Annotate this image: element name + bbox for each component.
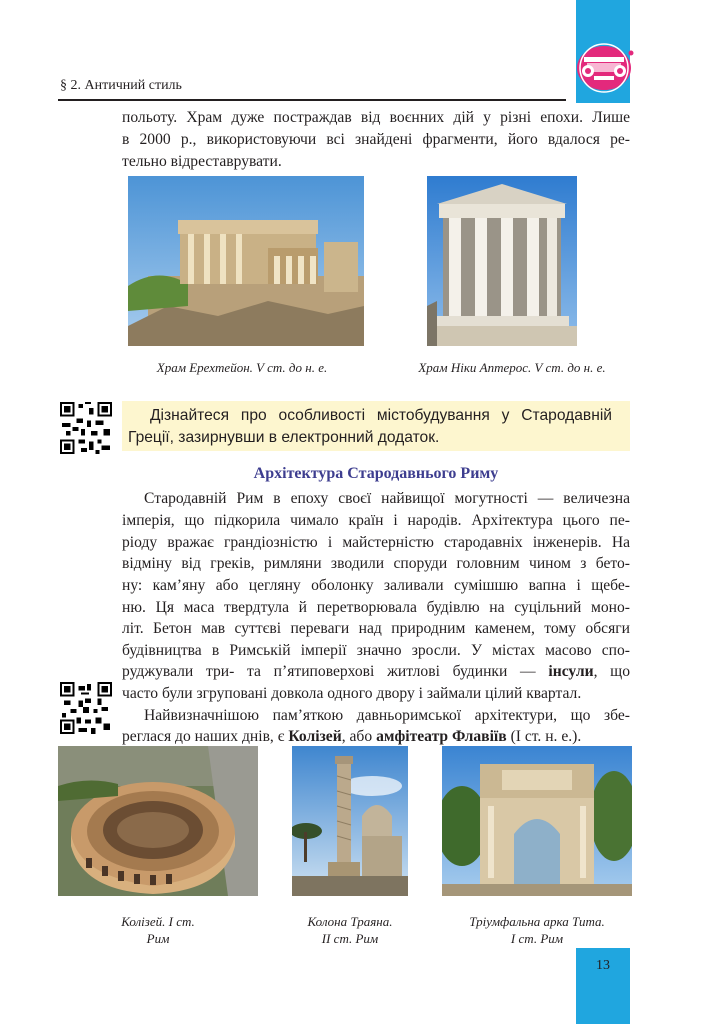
rome-line-1: Стародавній Рим в епоху своєї найвищої могутності — величезна bbox=[144, 490, 630, 507]
colosseum-line-1: Найвизначнішою пам’яткою давньоримської архітектури, що збе- bbox=[144, 707, 630, 724]
callout-text: Дізнайтеся про особливості містобудування у Стародавній Греції, зазирнувши в електронний додаток. bbox=[128, 407, 612, 446]
colosseum-line-2-end: (І ст. н. е.). bbox=[506, 728, 582, 745]
arch-of-titus-photo bbox=[442, 746, 632, 896]
erechtheion-photo bbox=[128, 176, 364, 346]
page-number: 13 bbox=[596, 958, 610, 973]
rome-line-10: часто були згруповані довкола одного двору і займали цілий квартал. bbox=[122, 685, 582, 702]
rome-line-3: ріоду вражає грандіозністю і майстерністю стародавніх інженерів. На bbox=[122, 534, 630, 551]
rome-line-9-start: руджували три- та п’ятиповерхові житлові будинки — bbox=[122, 663, 549, 680]
colosseum-line-2-start: реглася до наших днів, є bbox=[122, 728, 289, 745]
temple-of-athena-nike-photo bbox=[427, 176, 577, 346]
colosseum-caption-line-1: Колізей. І ст. bbox=[121, 914, 195, 929]
colosseum-photo bbox=[58, 746, 258, 896]
intro-line-1: польоту. Храм дуже постраждав від воєнних дій у різні епохи. Лише bbox=[122, 109, 630, 126]
erechtheion-caption: Храм Ерехтейон. V ст. до н. е. bbox=[156, 360, 328, 375]
colosseum-caption-line-2: Рим bbox=[146, 931, 170, 946]
rome-line-6: ню. Ця маса твердтула й перетворювала будівлю на суцільний моно- bbox=[122, 599, 630, 616]
trajans-column-caption-line-2: ІІ ст. Рим bbox=[321, 931, 379, 946]
arch-of-titus-caption-line-2: І ст. Рим bbox=[510, 931, 564, 946]
rome-line-9 bbox=[122, 661, 630, 683]
intro-line-3: тельно відреставрувати. bbox=[122, 153, 282, 170]
arch-of-titus-caption-line-1: Тріумфальна арка Тита. bbox=[469, 914, 605, 929]
rome-line-2: імперія, що підкорила чимало країн і народів. Архітектура цього пе- bbox=[122, 512, 630, 529]
colosseum-line-2-mid: , або bbox=[341, 728, 377, 745]
intro-line-2: в 2000 р., використовуючи всі знайдені фрагменти, його вдалося ре- bbox=[122, 131, 630, 148]
trajans-column-caption bbox=[272, 913, 428, 947]
rome-line-7: літ. Бетон мав суттєві переваги над природним каменем, тому обсяги bbox=[122, 620, 630, 637]
rome-line-8: будівництва в Римській імперії значно зросли. У містах масово спо- bbox=[122, 642, 630, 659]
trajans-column-photo bbox=[292, 746, 408, 896]
trajans-column-caption-line-1: Колона Траяна. bbox=[307, 914, 393, 929]
qr-code-icon[interactable] bbox=[60, 402, 112, 454]
subheading-rome-architecture: Архітектура Стародавнього Риму bbox=[253, 465, 499, 482]
qr-code-icon-2[interactable] bbox=[60, 682, 112, 734]
colosseum-caption bbox=[58, 913, 258, 947]
section-title: § 2. Античний стиль bbox=[60, 78, 182, 93]
term-flavian-amphitheatre: амфітеатр Флавіїв bbox=[376, 728, 507, 745]
arch-of-titus-caption bbox=[432, 913, 642, 947]
rome-line-9-end: , що bbox=[593, 663, 630, 680]
term-colosseum: Колізей bbox=[288, 728, 342, 745]
header-rule bbox=[58, 99, 566, 101]
ionic-capital-icon bbox=[573, 38, 635, 94]
term-insula: інсули bbox=[548, 663, 594, 680]
rome-line-4: відміну від греків, римляни зводили споруди головним чином з бето- bbox=[122, 555, 630, 572]
athena-nike-caption: Храм Ніки Аптерос. V ст. до н. е. bbox=[418, 360, 606, 375]
rome-line-5: ну: кам’яну або цегляну оболонку заливали сумішшю вапна і щебе- bbox=[122, 577, 630, 594]
colosseum-line-2 bbox=[122, 726, 630, 748]
